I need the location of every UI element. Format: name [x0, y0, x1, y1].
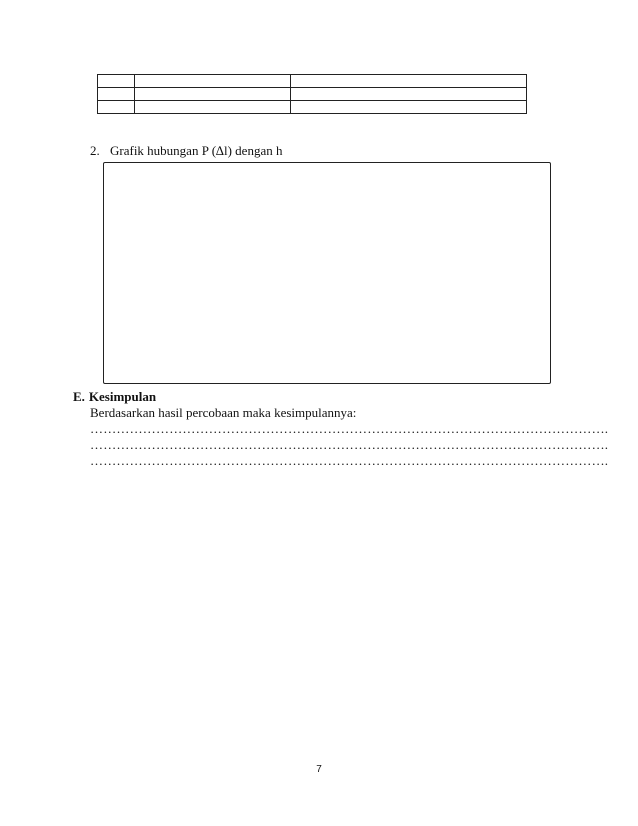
answer-line: ………………………………………………………………………………………………………. [90, 421, 609, 436]
section-title: Kesimpulan [88, 389, 157, 404]
answer-line: ………………………………………………………………………………………………………. [90, 453, 609, 468]
table-cell [98, 88, 135, 101]
table-row [98, 101, 527, 114]
table-cell [98, 101, 135, 114]
table-cell [135, 101, 291, 114]
table-row [98, 88, 527, 101]
table-cell [291, 75, 527, 88]
graph-item-heading [90, 143, 282, 159]
table-cell [291, 101, 527, 114]
table-cell [98, 75, 135, 88]
table-cell [135, 75, 291, 88]
page-number: 7 [316, 764, 322, 775]
answer-line: ………………………………………………………………………………………………………. [90, 437, 609, 452]
item-text: Grafik hubungan P (∆l) dengan h [110, 143, 283, 158]
conclusion-intro: Berdasarkan hasil percobaan maka kesimpulannya: [90, 405, 357, 420]
table-cell [135, 88, 291, 101]
graph-area-box [103, 162, 551, 384]
table-cell [291, 88, 527, 101]
section-label: E. [73, 389, 85, 404]
section-heading [73, 389, 156, 405]
item-number: 2. [90, 143, 100, 158]
table-row [98, 75, 527, 88]
data-table [97, 74, 527, 114]
